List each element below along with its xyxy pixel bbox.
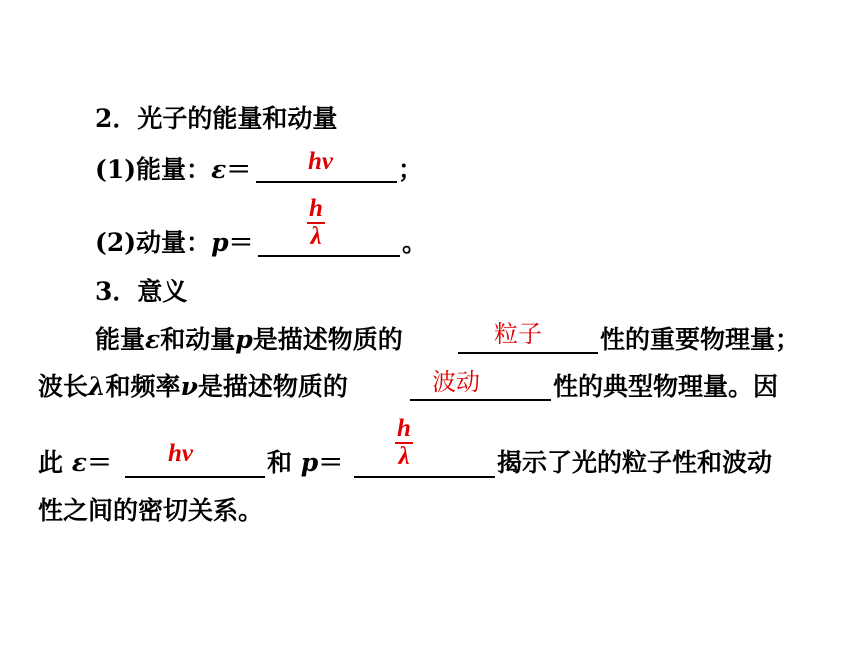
symbol-p: p: [235, 325, 253, 354]
para-line-3-start: [38, 448, 112, 478]
para-line-1-end: 性的重要物理量；: [600, 325, 801, 354]
blank-3: [125, 476, 265, 478]
momentum-answer-fraction: [304, 196, 328, 250]
para-line-3-end: 揭示了光的粒子性和波动: [497, 448, 773, 477]
symbol-nu: ν: [180, 372, 198, 401]
text: 和频率: [105, 372, 181, 401]
section-heading-3: 3．意义: [95, 277, 188, 306]
text: 波长: [38, 372, 89, 401]
momentum-answer-numerator: h: [309, 195, 323, 222]
momentum-symbol: p: [211, 228, 229, 257]
para-line-1: [95, 325, 403, 355]
momentum-equals: ＝: [228, 228, 254, 257]
symbol-p: p: [300, 448, 319, 477]
symbol-epsilon: ε: [145, 325, 161, 354]
blank-4-answer-fraction: [392, 416, 416, 470]
momentum-blank: [258, 255, 400, 257]
text: 是描述物质的: [197, 372, 348, 401]
equals: ＝: [86, 448, 112, 477]
momentum-line: [95, 228, 254, 258]
text: 能量: [95, 325, 146, 354]
para-line-4: 性之间的密切关系。: [38, 496, 264, 525]
energy-answer: hν: [308, 148, 333, 175]
energy-blank: [256, 181, 397, 183]
momentum-suffix: 。: [402, 228, 428, 257]
text: 是描述物质的: [252, 325, 403, 354]
text: 和动量: [160, 325, 236, 354]
energy-prefix: (1)能量：: [95, 155, 212, 184]
momentum-answer-denominator: λ: [310, 223, 322, 250]
blank-2-answer: 波动: [432, 368, 480, 396]
symbol-epsilon: ε: [71, 448, 87, 477]
energy-symbol: ε: [211, 155, 227, 184]
blank-2: [410, 399, 551, 401]
blank-4-denominator: λ: [398, 443, 410, 470]
text: 此: [38, 448, 64, 477]
blank-3-answer: hν: [168, 440, 193, 467]
equals: ＝: [318, 448, 344, 477]
section-heading-2: 2．光子的能量和动量: [95, 104, 338, 133]
blank-4: [354, 476, 495, 478]
blank-4-numerator: h: [397, 415, 411, 442]
para-line-2-end: 性的典型物理量。因: [553, 372, 779, 401]
text: 和: [267, 448, 293, 477]
symbol-lambda: λ: [88, 372, 106, 401]
energy-equals: ＝: [226, 155, 252, 184]
para-line-3-mid: [267, 448, 343, 478]
energy-suffix: ；: [398, 155, 424, 184]
blank-1-answer: 粒子: [494, 320, 542, 348]
momentum-prefix: (2)动量：: [95, 228, 212, 257]
energy-line: [95, 155, 251, 185]
para-line-2: [38, 372, 348, 402]
blank-1: [458, 352, 598, 354]
